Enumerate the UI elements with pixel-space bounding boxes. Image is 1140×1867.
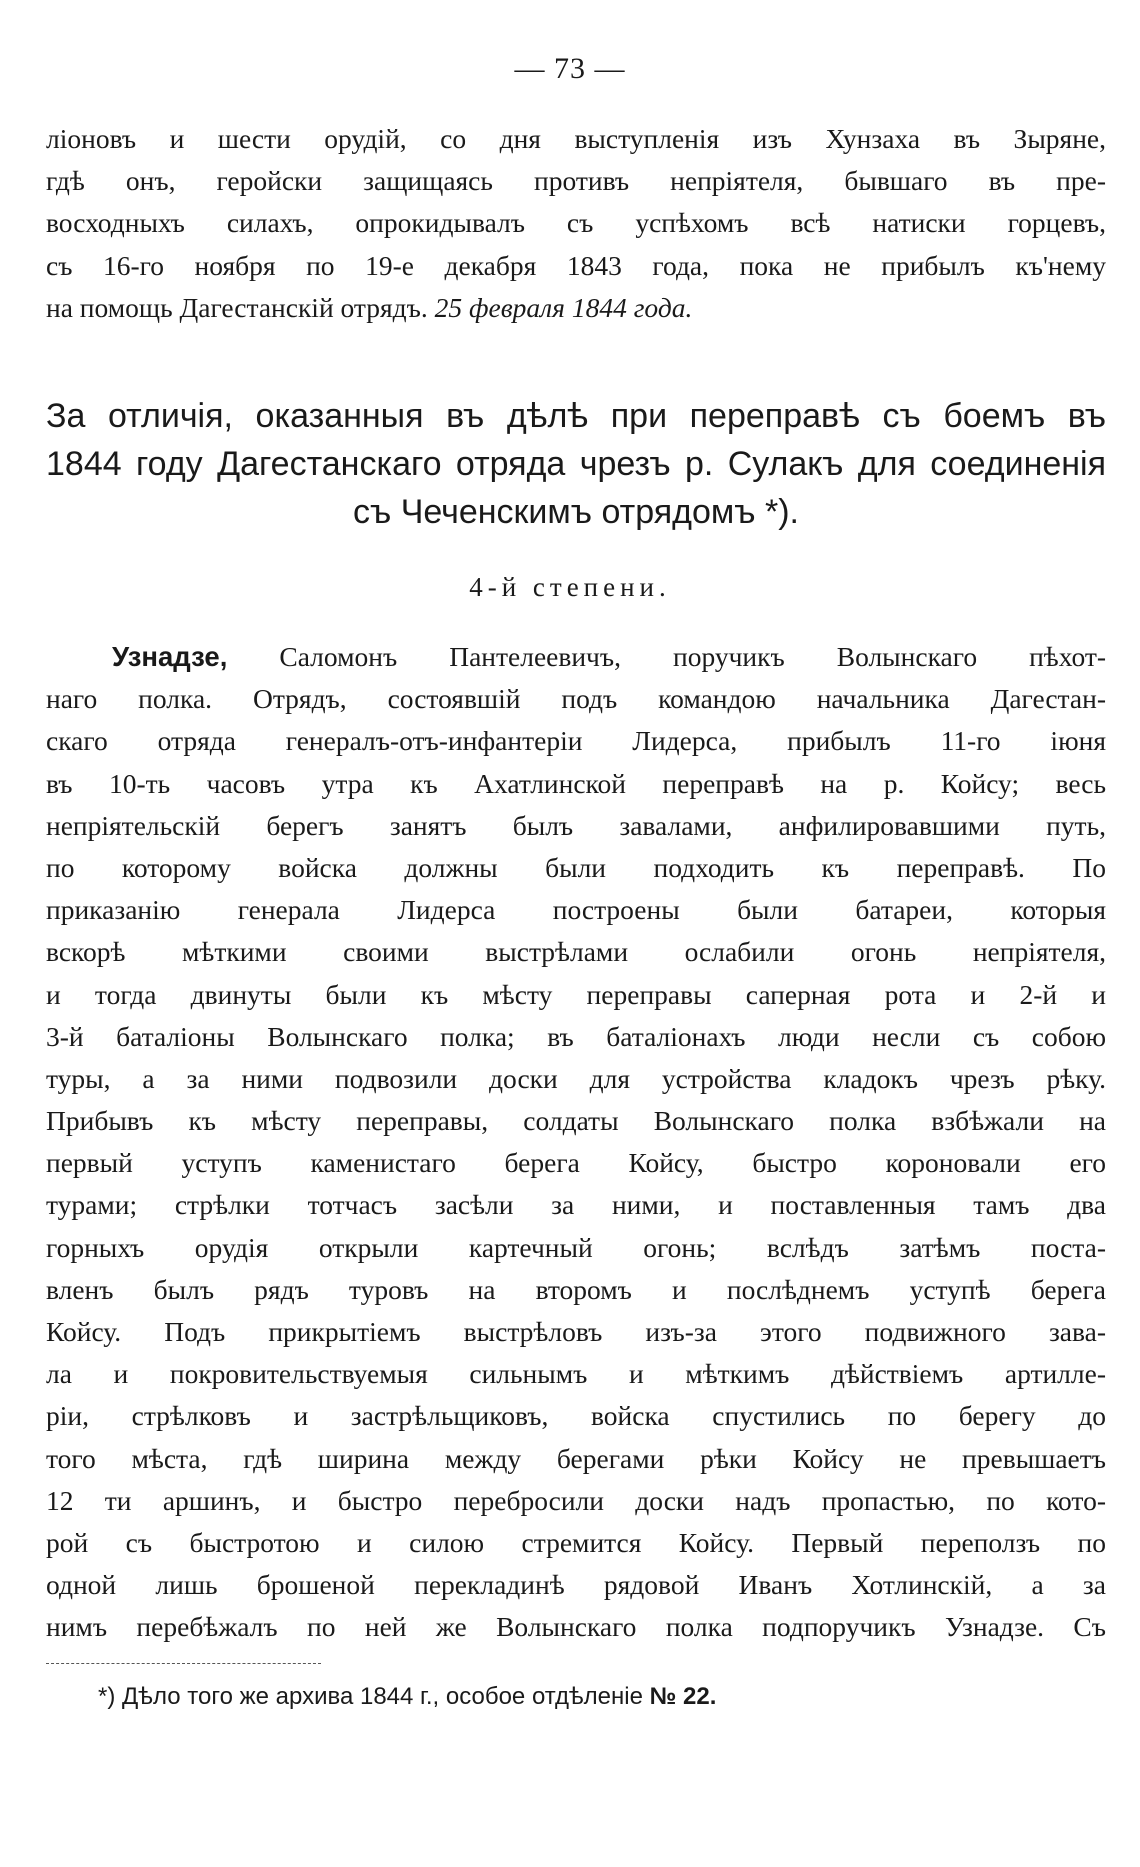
intro-last-line <box>46 287 1106 329</box>
body-line: ріи, стрѣлковъ и застрѣльщиковъ, войска спустились по берегу до <box>46 1400 1106 1432</box>
body-line: вскорѣ мѣткими своими выстрѣлами ослабили огонь непріятеля, <box>46 936 1106 968</box>
body-line: первый уступъ каменистаго берега Койсу, быстро короновали его <box>46 1147 1106 1179</box>
body-line: скаго отряда генералъ-отъ-инфантеріи Лидерса, прибылъ 11-го іюня <box>46 725 1106 757</box>
body-line: нимъ перебѣжалъ по ней же Волынскаго полка подпоручикъ Узнадзе. Съ <box>46 1611 1106 1643</box>
body-line: туры, а за ними подвозили доски для устройства кладокъ чрезъ рѣку. <box>46 1062 1106 1094</box>
body-line: Прибывъ къ мѣсту переправы, солдаты Волынскаго полка взбѣжали на <box>46 1105 1106 1137</box>
body-paragraph <box>46 636 1106 1649</box>
body-first-line <box>46 636 1106 678</box>
body-line: непріятельскій берегъ занятъ былъ завалами, анфилировавшими путь, <box>46 809 1106 841</box>
intro-last-line-text: на помощь Дагестанскій отрядъ. <box>46 291 428 323</box>
body-line: горныхъ орудія открыли картечный огонь; вслѣдъ затѣмъ поста- <box>46 1231 1106 1263</box>
intro-paragraph <box>46 118 1106 329</box>
body-line: турами; стрѣлки тотчасъ засѣли за ними, и поставленныя тамъ два <box>46 1189 1106 1221</box>
body-line: Койсу. Подъ прикрытіемъ выстрѣловъ изъ-за этого подвижного зава- <box>46 1316 1106 1347</box>
footnote-text: Дѣло того же архива 1844 г., особое отдѣленіе <box>122 1683 643 1710</box>
page-number: — 73 — <box>514 52 626 85</box>
body-line: приказанію генерала Лидерса построены были батареи, которыя <box>46 894 1106 926</box>
body-line: одной лишь брошеной перекладинѣ рядовой Иванъ Хотлинскій, а за <box>46 1569 1106 1601</box>
heading-line: 1844 году Дагестанскаго отряда чрезъ р. Сулакъ для соединенія <box>46 445 1106 483</box>
intro-line: гдѣ онъ, геройски защищаясь противъ непріятеля, бывшаго въ пре- <box>46 165 1106 197</box>
degree-label: 4-й степени. <box>469 572 671 602</box>
footnote <box>98 1683 716 1711</box>
intro-line: съ 16-го ноября по 19-е декабря 1843 года, пока не прибылъ къ'нему <box>46 249 1106 281</box>
heading-line: съ Чеченскимъ отрядомъ *). <box>353 493 799 531</box>
intro-date: 25 февраля 1844 года. <box>434 291 693 323</box>
body-line: по которому войска должны были подходить къ переправѣ. По <box>46 851 1106 883</box>
body-line: того мѣста, гдѣ ширина между берегами рѣки Койсу не превышаетъ <box>46 1442 1106 1474</box>
body-line: рой съ быстротою и силою стремится Койсу. Первый переползъ по <box>46 1526 1106 1558</box>
body-line: вленъ былъ рядъ туровъ на второмъ и послѣднемъ уступѣ берега <box>46 1273 1106 1305</box>
footnote-divider <box>46 1663 321 1664</box>
footnote-number: № 22. <box>649 1683 717 1710</box>
body-line: въ 10-ть часовъ утра къ Ахатлинской переправѣ на р. Койсу; весь <box>46 767 1106 799</box>
footnote-marker: *) <box>98 1683 116 1710</box>
intro-line: ліоновъ и шести орудій, со дня выступленія изъ Хунзаха въ Зыряне, <box>46 123 1106 154</box>
person-name: Узнадзе, <box>112 641 228 672</box>
body-line: 12 ти аршинъ, и быстро перебросили доски надъ пропастью, по кото- <box>46 1484 1106 1516</box>
body-line: и тогда двинуты были къ мѣсту переправы саперная рота и 2-й и <box>46 978 1106 1010</box>
body-line: 3-й баталіоны Волынскаго полка; въ баталіонахъ люди несли съ собою <box>46 1020 1106 1052</box>
heading-line: За отличія, оказанныя въ дѣлѣ при переправѣ съ боемъ въ <box>46 397 1106 435</box>
body-line: наго полка. Отрядъ, состоявшій подъ командою начальника Дагестан- <box>46 683 1106 715</box>
section-heading <box>46 392 1106 536</box>
body-line: ла и покровительствуемыя сильнымъ и мѣткимъ дѣйствіемъ артилле- <box>46 1358 1106 1390</box>
body-first-line-rest: Саломонъ Пантелеевичъ, поручикъ Волынскаго пѣхот- <box>279 641 1107 672</box>
intro-line: восходныхъ силахъ, опрокидывалъ съ успѣхомъ всѣ натиски горцевъ, <box>46 207 1106 239</box>
